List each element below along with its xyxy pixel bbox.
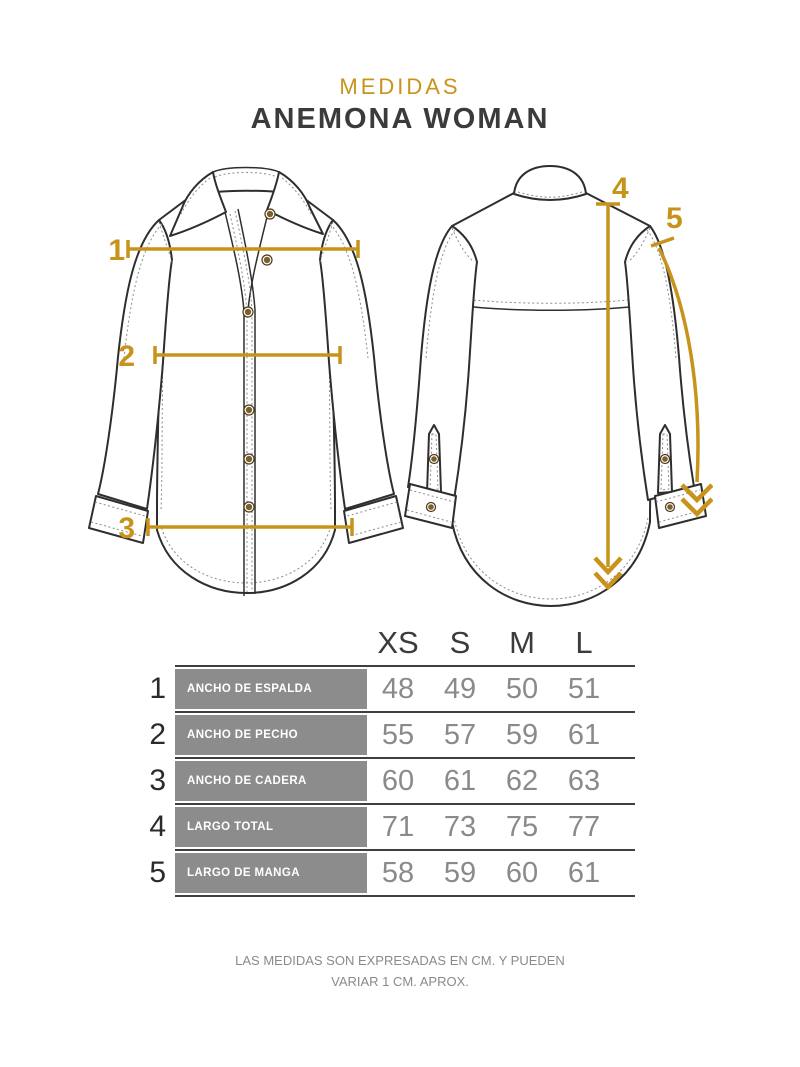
- row-value: 48: [381, 673, 415, 705]
- row-value: 73: [443, 811, 477, 843]
- footer-line-1: LAS MEDIDAS SON EXPRESADAS EN CM. Y PUEDEN: [235, 953, 565, 968]
- table-row-largo-total: [145, 804, 635, 850]
- row-number: 2: [149, 718, 166, 751]
- row-number: 4: [149, 810, 166, 843]
- size-header-s: S: [449, 625, 471, 660]
- row-value: 61: [443, 765, 477, 797]
- row-value: 61: [567, 857, 601, 889]
- table-row-ancho-espalda: [145, 666, 635, 712]
- row-value: 51: [567, 673, 601, 705]
- row-label: ANCHO DE CADERA: [175, 761, 367, 801]
- row-value: 75: [505, 811, 539, 843]
- row-value: 61: [567, 719, 601, 751]
- size-header-xs: XS: [377, 625, 419, 660]
- row-value: 63: [567, 765, 601, 797]
- row-value: 60: [381, 765, 415, 797]
- back-body: [452, 193, 651, 606]
- row-value: 77: [567, 811, 601, 843]
- marker-4: 4: [612, 172, 629, 205]
- row-label: LARGO DE MANGA: [175, 853, 367, 893]
- size-header-row: [145, 622, 635, 664]
- marker-5: 5: [666, 202, 683, 235]
- size-header-m: M: [509, 625, 535, 660]
- row-value: 50: [505, 673, 539, 705]
- size-table: [145, 622, 635, 896]
- row-value: 49: [443, 673, 477, 705]
- row-value: 62: [505, 765, 539, 797]
- row-value: 58: [381, 857, 415, 889]
- row-number: 5: [149, 856, 166, 889]
- footer-note: [0, 951, 800, 993]
- marker-2: 2: [118, 340, 135, 373]
- marker-3: 3: [118, 512, 135, 545]
- row-label: ANCHO DE PECHO: [175, 715, 367, 755]
- marker-1: 1: [108, 234, 125, 267]
- table-row-largo-manga: [145, 850, 635, 896]
- product-title: ANEMONA WOMAN: [250, 103, 550, 135]
- table-row-ancho-cadera: [145, 758, 635, 804]
- row-value: 59: [505, 719, 539, 751]
- row-label: ANCHO DE ESPALDA: [175, 669, 367, 709]
- table-row-ancho-pecho: [145, 712, 635, 758]
- front-collar-band: [213, 168, 279, 173]
- row-label: LARGO TOTAL: [175, 807, 367, 847]
- row-value: 55: [381, 719, 415, 751]
- shirt-front-drawing: [85, 162, 405, 624]
- row-number: 3: [149, 764, 166, 797]
- size-header-l: L: [575, 625, 593, 660]
- shirt-back-drawing: [398, 162, 713, 624]
- footer-line-2: VARIAR 1 CM. APROX.: [331, 973, 469, 989]
- row-value: 59: [443, 857, 477, 889]
- row-value: 71: [381, 811, 415, 843]
- back-collar: [514, 166, 586, 200]
- row-number: 1: [149, 672, 166, 705]
- row-value: 57: [443, 719, 477, 751]
- title-eyebrow: MEDIDAS: [339, 74, 461, 99]
- row-value: 60: [505, 857, 539, 889]
